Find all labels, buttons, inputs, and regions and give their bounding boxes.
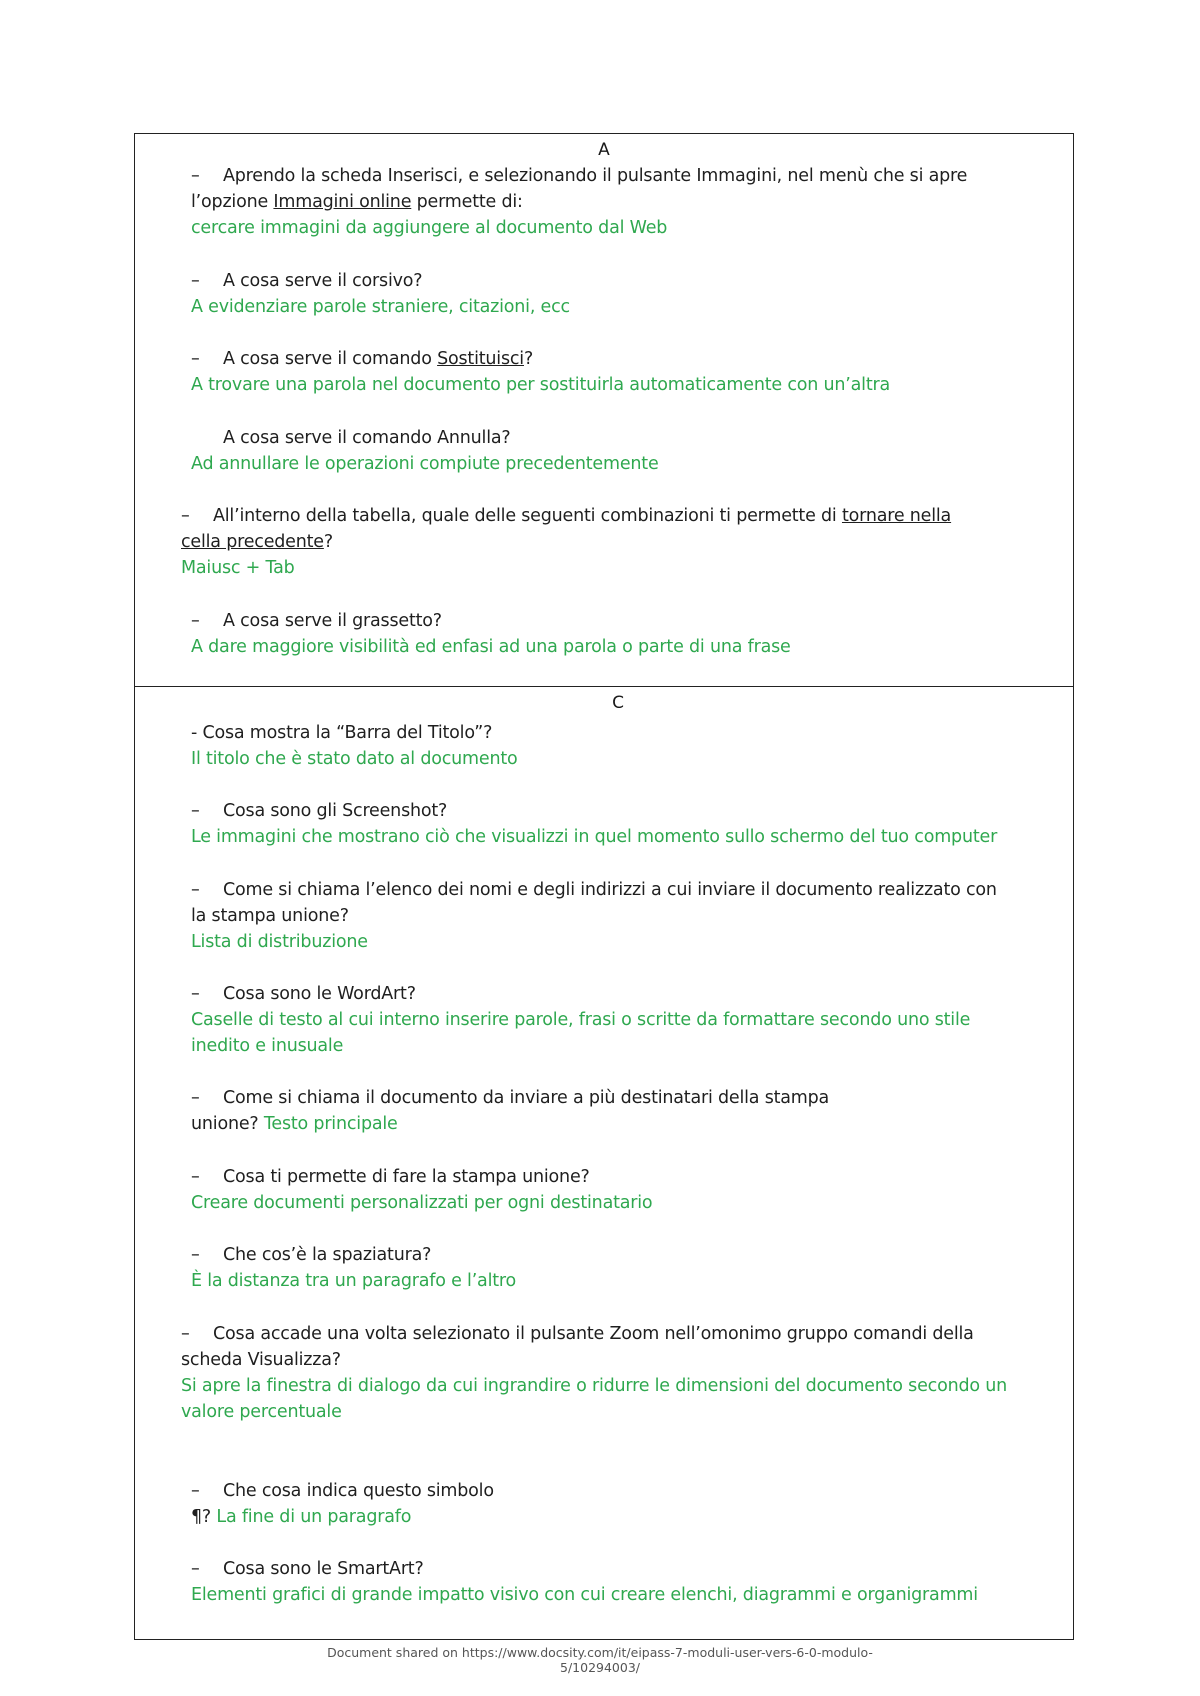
- question-answer-line: ¶? La fine di un paragrafo: [191, 1507, 412, 1527]
- answer-line: Si apre la finestra di dialogo da cui ingrandire o ridurre le dimensioni del documento secondo un: [181, 1376, 1008, 1396]
- section-c-letter: C: [612, 693, 624, 713]
- question-line: – A cosa serve il grassetto?: [191, 611, 442, 631]
- answer-line: cercare immagini da aggiungere al documento dal Web: [191, 218, 668, 238]
- footer-line-1: Document shared on https://www.docsity.com/it/eipass-7-moduli-user-vers-6-0-modulo-: [327, 1645, 873, 1660]
- question-line: – Cosa sono le WordArt?: [191, 984, 416, 1004]
- question-answer-line: unione? Testo principale: [191, 1114, 398, 1134]
- answer-line: Maiusc + Tab: [181, 558, 295, 578]
- question-line: – A cosa serve il comando Sostituisci?: [191, 349, 534, 369]
- answer-line: È la distanza tra un paragrafo e l’altro: [191, 1271, 517, 1291]
- question-line: – Che cos’è la spaziatura?: [191, 1245, 432, 1265]
- question-line: scheda Visualizza?: [181, 1350, 341, 1370]
- answer-line: Ad annullare le operazioni compiute precedentemente: [191, 454, 659, 474]
- answer-line: A dare maggiore visibilità ed enfasi ad una parola o parte di una frase: [191, 637, 791, 657]
- question-line: – Aprendo la scheda Inserisci, e selezionando il pulsante Immagini, nel menù che si apre: [191, 166, 968, 186]
- answer-line: A evidenziare parole straniere, citazioni, ecc: [191, 297, 570, 317]
- answer-line: valore percentuale: [181, 1402, 342, 1422]
- question-line: – A cosa serve il corsivo?: [191, 271, 423, 291]
- question-line: – Cosa ti permette di fare la stampa unione?: [191, 1167, 590, 1187]
- question-line: la stampa unione?: [191, 906, 349, 926]
- answer-line: Elementi grafici di grande impatto visivo con cui creare elenchi, diagrammi e organigrammi: [191, 1585, 978, 1605]
- answer-line: Le immagini che mostrano ciò che visualizzi in quel momento sullo schermo del tuo computer: [191, 827, 998, 847]
- question-line: A cosa serve il comando Annulla?: [223, 428, 511, 448]
- question-line: – Come si chiama l’elenco dei nomi e degli indirizzi a cui inviare il documento realizzato con: [191, 880, 997, 900]
- footer-line-2: 5/10294003/: [560, 1660, 640, 1675]
- answer-line: Caselle di testo al cui interno inserire parole, frasi o scritte da formattare secondo uno stile: [191, 1010, 971, 1030]
- answer-line: Creare documenti personalizzati per ogni destinatario: [191, 1193, 653, 1213]
- question-line: – Cosa sono gli Screenshot?: [191, 801, 448, 821]
- question-line: l’opzione Immagini online permette di:: [191, 192, 523, 212]
- answer-line: Lista di distribuzione: [191, 932, 368, 952]
- section-c-box: [134, 686, 1074, 1640]
- answer-line: Il titolo che è stato dato al documento: [191, 749, 518, 769]
- question-line: – Che cosa indica questo simbolo: [191, 1481, 494, 1501]
- section-a-letter: A: [598, 140, 610, 160]
- question-line: – Cosa sono le SmartArt?: [191, 1559, 424, 1579]
- section-a-box: [134, 133, 1074, 687]
- question-line: cella precedente?: [181, 532, 333, 552]
- question-line: – Cosa accade una volta selezionato il pulsante Zoom nell’omonimo gruppo comandi della: [181, 1324, 974, 1344]
- question-line: – All’interno della tabella, quale delle seguenti combinazioni ti permette di tornare nella: [181, 506, 952, 526]
- question-line: - Cosa mostra la “Barra del Titolo”?: [191, 723, 493, 743]
- answer-line: A trovare una parola nel documento per sostituirla automaticamente con un’altra: [191, 375, 891, 395]
- question-line: – Come si chiama il documento da inviare a più destinatari della stampa: [191, 1088, 830, 1108]
- answer-line: inedito e inusuale: [191, 1036, 344, 1056]
